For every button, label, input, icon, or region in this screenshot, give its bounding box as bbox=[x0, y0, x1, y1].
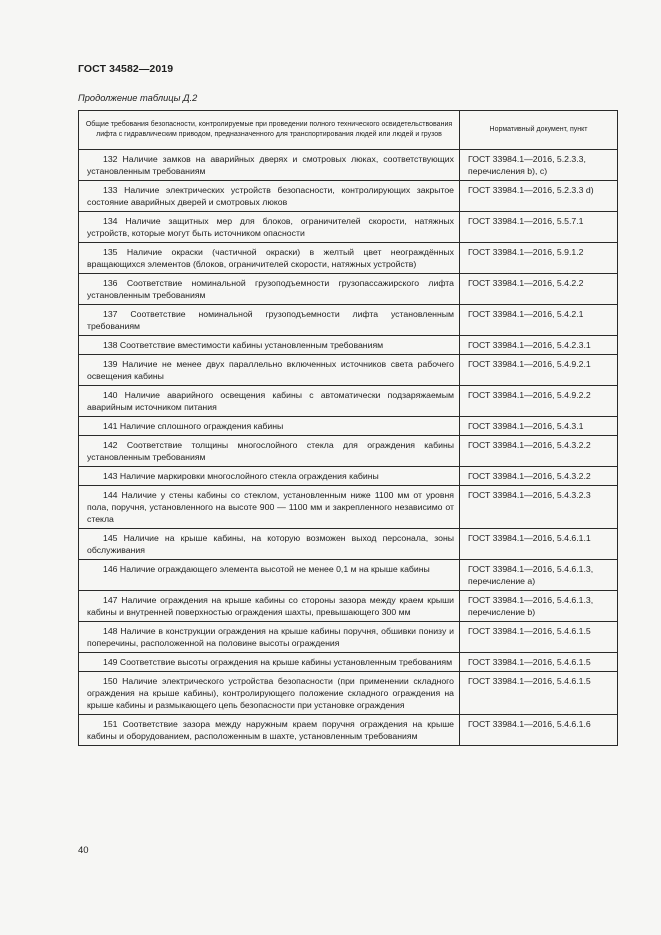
requirement-text: Наличие ограждающего элемента высотой не менее 0,1 м на крыше кабины bbox=[119, 564, 430, 574]
requirement-number: 146 bbox=[103, 564, 118, 574]
table-row bbox=[79, 355, 618, 386]
table-row bbox=[79, 243, 618, 274]
requirement-cell bbox=[79, 181, 460, 212]
normative-reference: ГОСТ 33984.1—2016, 5.4.9.2.1 bbox=[460, 355, 618, 386]
requirement-cell bbox=[79, 274, 460, 305]
requirement-text: Соответствие вместимости кабины установленным требованиям bbox=[119, 340, 384, 350]
requirement-number: 147 bbox=[103, 595, 118, 605]
requirement-number: 145 bbox=[103, 533, 118, 543]
requirement-cell bbox=[79, 653, 460, 672]
header-requirements: Общие требования безопасности, контролируемые при проведении полного технического освидетельствования лифта с гидравлическим приводом, предназначенного для транспортирования людей или людей и грузов bbox=[79, 111, 460, 150]
normative-reference: ГОСТ 33984.1—2016, 5.4.3.2.2 bbox=[460, 467, 618, 486]
requirement-cell bbox=[79, 529, 460, 560]
requirement-cell bbox=[79, 355, 460, 386]
table-row bbox=[79, 529, 618, 560]
normative-reference: ГОСТ 33984.1—2016, 5.4.2.3.1 bbox=[460, 336, 618, 355]
normative-reference: ГОСТ 33984.1—2016, 5.2.3.3 d) bbox=[460, 181, 618, 212]
requirement-cell bbox=[79, 560, 460, 591]
normative-reference: ГОСТ 33984.1—2016, 5.4.2.2 bbox=[460, 274, 618, 305]
page-number: 40 bbox=[78, 845, 89, 856]
requirement-text: Наличие сплошного ограждения кабины bbox=[119, 421, 284, 431]
requirement-cell bbox=[79, 436, 460, 467]
table-row bbox=[79, 591, 618, 622]
requirement-cell bbox=[79, 243, 460, 274]
table-row bbox=[79, 386, 618, 417]
normative-reference: ГОСТ 33984.1—2016, 5.4.6.1.6 bbox=[460, 715, 618, 746]
requirement-cell bbox=[79, 150, 460, 181]
requirement-text: Наличие аварийного освещения кабины с автоматически подзаряжаемым аварийным источником питания bbox=[87, 390, 454, 412]
standard-title: ГОСТ 34582—2019 bbox=[78, 63, 174, 75]
requirement-number: 150 bbox=[103, 676, 118, 686]
requirement-cell bbox=[79, 672, 460, 715]
requirement-cell bbox=[79, 715, 460, 746]
table-row bbox=[79, 305, 618, 336]
requirement-number: 133 bbox=[103, 185, 118, 195]
requirement-text: Наличие замков на аварийных дверях и смотровых люках, соответствующих установленным требованиям bbox=[87, 154, 455, 176]
normative-reference: ГОСТ 33984.1—2016, 5.4.6.1.3, перечисление а) bbox=[460, 560, 618, 591]
requirement-text: Наличие ограждения на крыше кабины со стороны зазора между краем крыши кабины и внутренней поверхностью ограждения шахты, превышающего 300 мм bbox=[87, 595, 454, 617]
normative-reference: ГОСТ 33984.1—2016, 5.4.6.1.5 bbox=[460, 653, 618, 672]
requirement-number: 143 bbox=[103, 471, 118, 481]
table-row bbox=[79, 560, 618, 591]
table-row bbox=[79, 150, 618, 181]
requirement-cell bbox=[79, 591, 460, 622]
requirement-number: 132 bbox=[103, 154, 118, 164]
requirement-cell bbox=[79, 486, 460, 529]
requirement-number: 137 bbox=[103, 309, 118, 319]
normative-reference: ГОСТ 33984.1—2016, 5.4.6.1.1 bbox=[460, 529, 618, 560]
requirement-text: Наличие в конструкции ограждения на крыше кабины поручня, обшивки понизу и поперечины, расположенной на половине высоты ограждения bbox=[87, 626, 454, 648]
requirement-cell bbox=[79, 417, 460, 436]
requirement-number: 149 bbox=[103, 657, 118, 667]
requirement-text: Наличие не менее двух параллельно включенных источников света рабочего освещения кабины bbox=[87, 359, 454, 381]
requirement-cell bbox=[79, 467, 460, 486]
requirement-number: 135 bbox=[103, 247, 118, 257]
requirement-text: Наличие на крыше кабины, на которую возможен выход персонала, зоны обслуживания bbox=[87, 533, 455, 555]
requirement-number: 136 bbox=[103, 278, 118, 288]
requirement-cell bbox=[79, 212, 460, 243]
table-row bbox=[79, 622, 618, 653]
table-row bbox=[79, 181, 618, 212]
requirement-cell bbox=[79, 386, 460, 417]
requirement-cell bbox=[79, 622, 460, 653]
requirement-number: 141 bbox=[103, 421, 118, 431]
normative-reference: ГОСТ 33984.1—2016, 5.2.3.3, перечисления b), c) bbox=[460, 150, 618, 181]
table-continuation-label: Продолжение таблицы Д.2 bbox=[78, 93, 198, 103]
table-row bbox=[79, 336, 618, 355]
header-normative-document: Нормативный документ, пункт bbox=[460, 111, 618, 150]
table-row bbox=[79, 653, 618, 672]
table-row bbox=[79, 486, 618, 529]
requirement-text: Наличие электрического устройства безопасности (при применении складного ограждения на крыше кабины), контролирующего положение складного ограждения на крыше кабины и размыкающего цепь безопасности при установке ограждения bbox=[87, 676, 454, 710]
table-row bbox=[79, 672, 618, 715]
normative-reference: ГОСТ 33984.1—2016, 5.4.6.1.3, перечисление b) bbox=[460, 591, 618, 622]
requirement-cell bbox=[79, 336, 460, 355]
requirement-text: Соответствие толщины многослойного стекла для ограждения кабины установленным требованиям bbox=[87, 440, 454, 462]
table-header-row bbox=[79, 111, 618, 150]
table-row bbox=[79, 212, 618, 243]
table-row bbox=[79, 417, 618, 436]
requirement-number: 139 bbox=[103, 359, 118, 369]
requirement-text: Наличие маркировки многослойного стекла ограждения кабины bbox=[119, 471, 379, 481]
requirement-text: Соответствие зазора между наружным краем поручня ограждения на крыше кабины и оборудованием, расположенным в шахте, установленным требованиям bbox=[87, 719, 454, 741]
normative-reference: ГОСТ 33984.1—2016, 5.4.2.1 bbox=[460, 305, 618, 336]
requirement-text: Соответствие номинальной грузоподъемности лифта установленным требованиям bbox=[87, 309, 454, 331]
requirement-number: 142 bbox=[103, 440, 118, 450]
table-row bbox=[79, 436, 618, 467]
table-row bbox=[79, 274, 618, 305]
requirement-text: Соответствие высоты ограждения на крыше кабины установленным требованиям bbox=[119, 657, 453, 667]
normative-reference: ГОСТ 33984.1—2016, 5.5.7.1 bbox=[460, 212, 618, 243]
requirement-text: Наличие защитных мер для блоков, ограничителей скорости, натяжных устройств, которые могут быть источником опасности bbox=[87, 216, 454, 238]
normative-reference: ГОСТ 33984.1—2016, 5.4.3.2.3 bbox=[460, 486, 618, 529]
requirement-number: 144 bbox=[103, 490, 118, 500]
requirement-text: Наличие электрических устройств безопасности, контролирующих закрытое состояние аварийных дверей и смотровых люков bbox=[87, 185, 454, 207]
requirement-number: 148 bbox=[103, 626, 118, 636]
requirement-text: Наличие у стены кабины со стеклом, установленным ниже 1100 мм от уровня пола, поручня, установленного на высоте 900 — 1100 мм и закрепленного независимо от стекла bbox=[87, 490, 454, 524]
requirements-table bbox=[78, 110, 618, 746]
requirement-number: 151 bbox=[103, 719, 118, 729]
normative-reference: ГОСТ 33984.1—2016, 5.4.3.1 bbox=[460, 417, 618, 436]
table-row bbox=[79, 715, 618, 746]
requirement-text: Соответствие номинальной грузоподъемности грузопассажирского лифта установленным требованиям bbox=[87, 278, 454, 300]
normative-reference: ГОСТ 33984.1—2016, 5.4.6.1.5 bbox=[460, 622, 618, 653]
requirement-number: 138 bbox=[103, 340, 118, 350]
table-row bbox=[79, 467, 618, 486]
requirement-number: 134 bbox=[103, 216, 118, 226]
normative-reference: ГОСТ 33984.1—2016, 5.4.3.2.2 bbox=[460, 436, 618, 467]
normative-reference: ГОСТ 33984.1—2016, 5.4.9.2.2 bbox=[460, 386, 618, 417]
requirement-cell bbox=[79, 305, 460, 336]
normative-reference: ГОСТ 33984.1—2016, 5.9.1.2 bbox=[460, 243, 618, 274]
requirement-text: Наличие окраски (частичной окраски) в желтый цвет неограждённых вращающихся элементов (блоков, ограничителей скорости, натяжных устройств) bbox=[87, 247, 454, 269]
requirement-number: 140 bbox=[103, 390, 118, 400]
normative-reference: ГОСТ 33984.1—2016, 5.4.6.1.5 bbox=[460, 672, 618, 715]
